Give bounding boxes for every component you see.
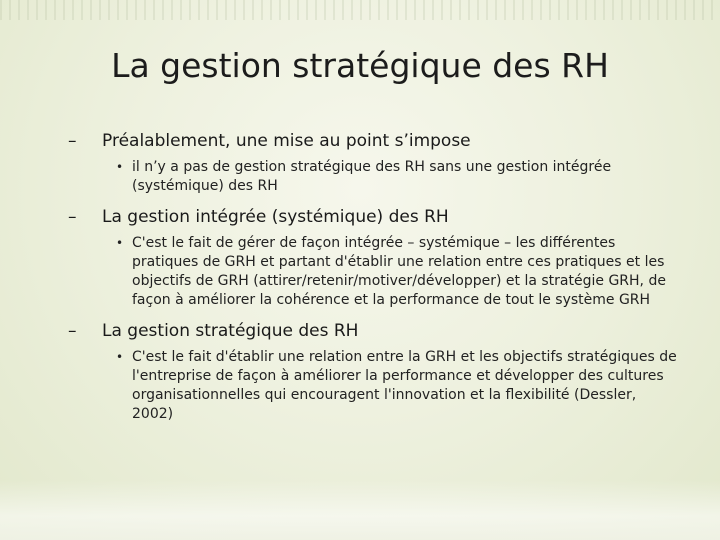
dot-bullet-icon: • [116, 160, 124, 174]
section-heading-2 [68, 206, 678, 228]
decorative-top-stripes [0, 0, 720, 20]
section-bullet-text: il n’y a pas de gestion stratégique des RH sans une gestion intégrée (systémique) des RH [132, 159, 612, 194]
section-bullet-1 [116, 158, 678, 196]
dot-bullet-icon: • [116, 350, 124, 364]
section-bullet-text: C'est le fait de gérer de façon intégrée – systémique – les différentes pratiques de GRH et partant d'établir une relation entre ces pratiques et les objectifs de GRH (attirer/retenir/motiver/développer) et la stratégie GRH, de façon à améliorer la cohérence et la performance de tout le système GRH [132, 235, 666, 308]
section-bullet-3 [116, 348, 678, 424]
slide-content [68, 130, 678, 434]
dash-bullet-icon: – [68, 131, 77, 151]
section-heading-text: La gestion stratégique des RH [102, 321, 359, 341]
dash-bullet-icon: – [68, 207, 77, 227]
section-heading-3 [68, 320, 678, 342]
section-bullet-2 [116, 234, 678, 310]
decorative-paper-stack [0, 480, 720, 540]
section-heading-text: La gestion intégrée (systémique) des RH [102, 207, 449, 227]
section-bullet-text: C'est le fait d'établir une relation entre la GRH et les objectifs stratégiques de l'entreprise de façon à améliorer la performance et développer des cultures organisationnelles qui encouragent l'innovation et la flexibilité (Dessler, 2002) [132, 349, 677, 422]
section-heading-1 [68, 130, 678, 152]
slide-title: La gestion stratégique des RH [111, 46, 609, 85]
dot-bullet-icon: • [116, 236, 124, 250]
dash-bullet-icon: – [68, 321, 77, 341]
section-heading-text: Préalablement, une mise au point s’impose [102, 131, 471, 151]
